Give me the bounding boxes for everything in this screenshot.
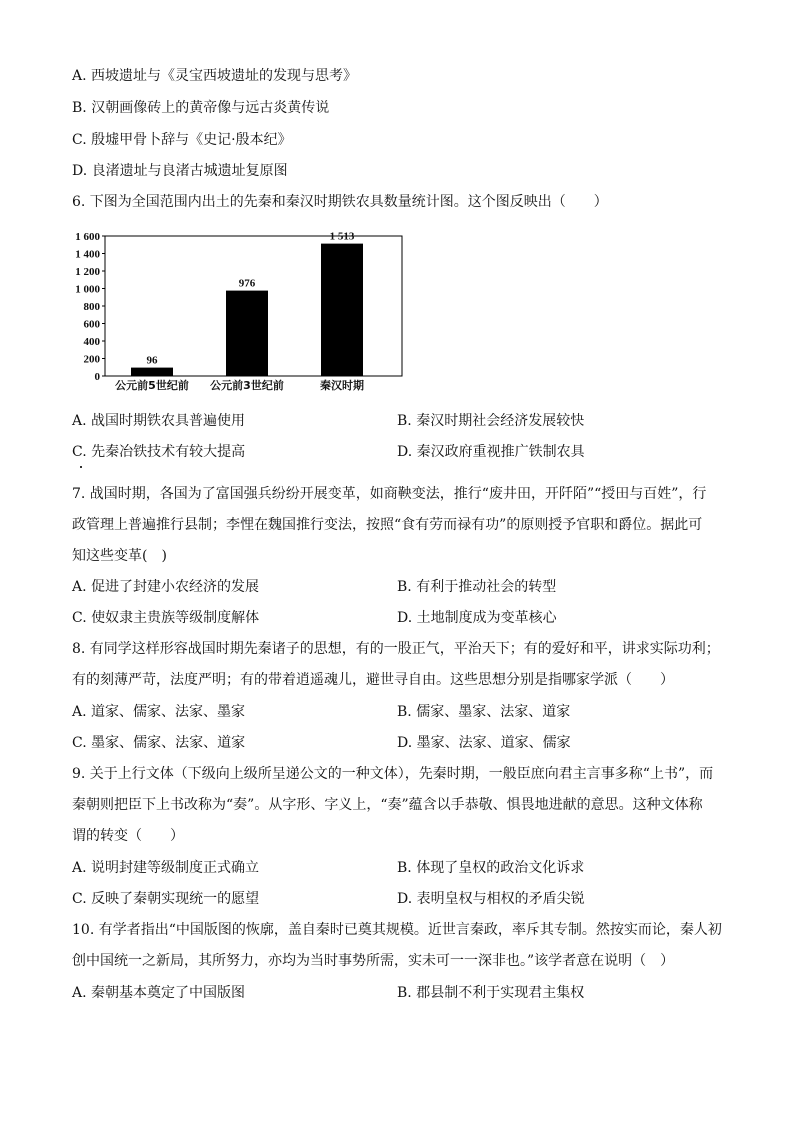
q7-line-1: 7. 战国时期，各国为了富国强兵纷纷开展变革，如商鞅变法，推行“废井田，开阡陌”“授田与百姓”，行: [72, 486, 707, 502]
q6-option-c: C. 先秦冶铁技术有较大提高: [72, 444, 246, 460]
q9-option-b: B. 体现了皇权的政治文化诉求: [397, 860, 585, 876]
y-tick-label: 1 200: [75, 266, 100, 278]
y-tick-label: 600: [83, 318, 100, 331]
y-tick-label: 800: [83, 301, 100, 313]
bar-value-label: 1 513: [329, 230, 355, 243]
q6-option-d: D. 秦汉政府重视推广铁制农具: [397, 444, 585, 460]
y-axis-ticks: [75, 231, 105, 383]
q5-option-c: C. 殷墟甲骨卜辞与《史记·殷本纪》: [72, 132, 292, 148]
bar: [321, 244, 363, 376]
x-category-label: 秦汉时期: [320, 379, 364, 392]
q5-option-a: A. 西坡遗址与《灵宝西坡遗址的发现与思考》: [72, 68, 358, 84]
q8-line-2: 有的刻薄严苛，法度严明；有的带着逍遥魂儿，避世寻自由。这些思想分别是指哪家学派（ ）: [72, 672, 674, 688]
q9-line-3: 谓的转变（ ）: [72, 828, 184, 844]
q10-option-a: A. 秦朝基本奠定了中国版图: [72, 985, 246, 1001]
q7-line-3: 知这些变革( ): [72, 548, 167, 564]
q7-option-a: A. 促进了封建小农经济的发展: [72, 579, 260, 595]
q7-line-2: 政管理上普遍推行县制；李悝在魏国推行变法，按照“食有劳而禄有功”的原则授予官职和爵位。据此可: [72, 517, 703, 533]
bar-value-label: 96: [146, 354, 158, 367]
q10-line-2: 创中国统一之新局，其所努力，亦均为当时事势所需，实未可一一深非也。”该学者意在说明（ ）: [72, 953, 675, 969]
y-tick-label: 200: [83, 353, 100, 366]
q8-option-a: A. 道家、儒家、法家、墨家: [72, 704, 246, 720]
q9-line-2: 秦朝则把臣下上书改称为“奏”。从字形、字义上，“奏”蕴含以手恭敬、惧畏地进献的意思。这种文体称: [72, 797, 703, 813]
q5-option-d: D. 良渚遗址与良渚古城遗址复原图: [72, 163, 288, 179]
q8-line-1: 8. 有同学这样形容战国时期先秦诸子的思想，有的一股正气，平治天下；有的爱好和平，讲求实际功利；: [72, 641, 720, 657]
q7-option-b: B. 有利于推动社会的转型: [397, 579, 557, 595]
q7-option-d: D. 土地制度成为变革核心: [397, 610, 557, 626]
q8-option-b: B. 儒家、墨家、法家、道家: [397, 704, 571, 720]
bar-value-label: 976: [238, 277, 256, 290]
stray-dot: [80, 466, 82, 468]
q10-line-1: 10. 有学者指出“中国版图的恢廓，盖自秦时已奠其规模。近世言秦政，率斥其专制。然按实而论，秦人初: [72, 922, 722, 938]
y-tick-label: 1 600: [75, 231, 100, 243]
x-axis-categories: [115, 378, 364, 392]
q9-option-c: C. 反映了秦朝实现统一的愿望: [72, 891, 260, 907]
q8-option-c: C. 墨家、儒家、法家、道家: [72, 735, 246, 751]
x-category-label: 公元前3世纪前: [210, 379, 284, 392]
q9-option-a: A. 说明封建等级制度正式确立: [72, 860, 260, 876]
q7-option-c: C. 使奴隶主贵族等级制度解体: [72, 610, 260, 626]
x-category-label: 公元前5世纪前: [115, 379, 189, 392]
q5-option-b: B. 汉朝画像砖上的黄帝像与远古炎黄传说: [72, 100, 330, 116]
y-tick-label: 1 000: [75, 283, 100, 296]
q6-option-b: B. 秦汉时期社会经济发展较快: [397, 413, 585, 429]
bar: [131, 368, 173, 376]
y-tick-label: 400: [83, 336, 100, 348]
iron-tools-bar-chart: [72, 230, 412, 400]
y-tick-label: 0: [94, 371, 100, 383]
y-tick-label: 1 400: [75, 248, 100, 261]
q6-stem: 6. 下图为全国范围内出土的先秦和秦汉时期铁农具数量统计图。这个图反映出（ ）: [72, 194, 608, 210]
q9-option-d: D. 表明皇权与相权的矛盾尖锐: [397, 891, 585, 907]
q10-option-b: B. 郡县制不利于实现君主集权: [397, 985, 585, 1001]
q9-line-1: 9. 关于上行文体（下级向上级所呈递公文的一种文体），先秦时期，一般臣庶向君主言事多称“上书”，而: [72, 766, 714, 782]
bar: [226, 291, 268, 376]
q8-option-d: D. 墨家、法家、道家、儒家: [397, 735, 571, 751]
chart-bars: [131, 231, 363, 376]
q6-option-a: A. 战国时期铁农具普遍使用: [72, 413, 246, 429]
